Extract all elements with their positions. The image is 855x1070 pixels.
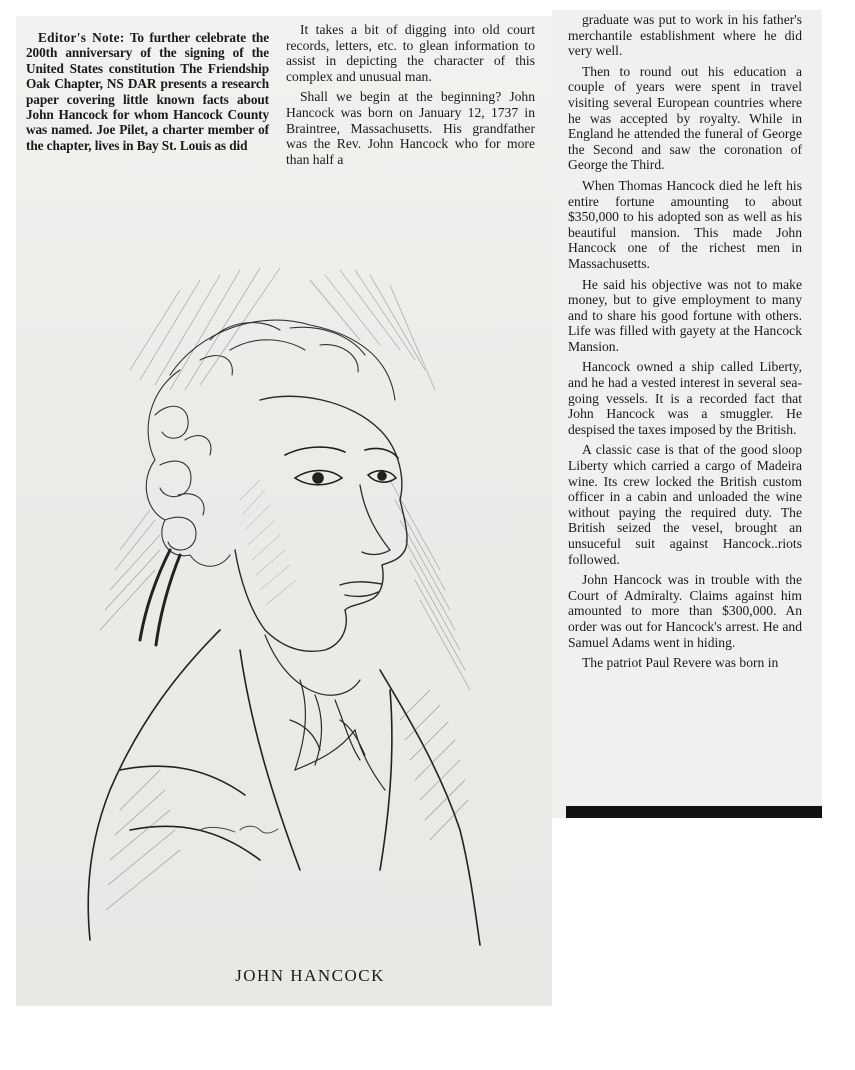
coat — [88, 630, 480, 945]
editors-note-text: To further celebrate the 200th anniversary of the signing of the United States constitution The Friendship Oak Chapter, NS DAR presents a research paper covering little known facts about John Hancock for whom Hancock County was named. Joe Pilet, a charter member of the chapter, lives in Bay St. Louis as did — [26, 30, 270, 153]
face-shading — [240, 480, 296, 605]
article-paragraph: Then to round out his education a couple of years were spent in travel visiting several European countries where he was accepted by royalty. While in England he attended the funeral of George the Second and saw the coronation of George the Third. — [568, 63, 802, 173]
editors-note-column — [26, 30, 269, 158]
nose — [360, 485, 390, 554]
article-paragraph: When Thomas Hancock died he left his entire fortune amounting to about $350,000 to his adopted son as well as his beautiful mansion. This made John Hancock one of the richest men in Massachusetts. — [568, 177, 802, 271]
editors-note-paragraph — [26, 30, 269, 153]
coat-hatching — [106, 690, 468, 910]
face-outline — [235, 396, 407, 651]
article-paragraph: The patriot Paul Revere was born in — [582, 655, 779, 671]
article-paragraph: graduate was put to work in his father's merchantile establishment where he did very well. — [568, 12, 802, 59]
article-paragraph: It takes a bit of digging into old court records, letters, etc. to glean information to assist in depicting the character of this complex and unusual man. — [286, 22, 535, 84]
portrait-caption: JOHN HANCOCK — [235, 966, 385, 985]
wig-ribbon — [140, 550, 180, 645]
article-paragraph: Shall we begin at the beginning? John Hancock was born on January 12, 1737 in Braintree, Massachusetts. His grandfather was the Rev. John Hancock who for more than half a — [286, 89, 535, 167]
column-rule-bar — [566, 806, 822, 818]
article-column-2 — [286, 22, 535, 172]
eyes — [285, 447, 398, 485]
editors-note-label: Editor's Note: — [38, 30, 125, 45]
artist-signature — [200, 826, 278, 833]
john-hancock-portrait — [60, 250, 530, 950]
article-paragraph: Hancock owned a ship called Liberty, and he had a vested interest in several sea-going vessels. It is a recorded fact that John Hancock was a smuggler. He despised the taxes imposed by the British. — [568, 359, 802, 437]
article-paragraph: A classic case is that of the good sloop Liberty which carried a cargo of Madeira wine. Its crew locked the British custom officer in a cabin and unloaded the wine without paying the required duty. The British seized the vesel, brought an unsuceful suit against Hancock..riots followed. — [568, 442, 802, 567]
article-column-3 — [568, 12, 802, 676]
cravat — [265, 635, 385, 790]
article-paragraph: John Hancock was in trouble with the Court of Admiralty. Claims against him amounted to more than $300,000. An order was out for Hancock's arrest. He and Samuel Adams went in hiding. — [568, 572, 802, 650]
background-hatching — [100, 268, 470, 690]
mouth — [340, 582, 382, 597]
article-paragraph: He said his objective was not to make money, but to give employment to many and to share his good fortune with others. Life was filled with gayety at the Hancock Mansion. — [568, 276, 802, 354]
wig-curls — [146, 320, 395, 566]
